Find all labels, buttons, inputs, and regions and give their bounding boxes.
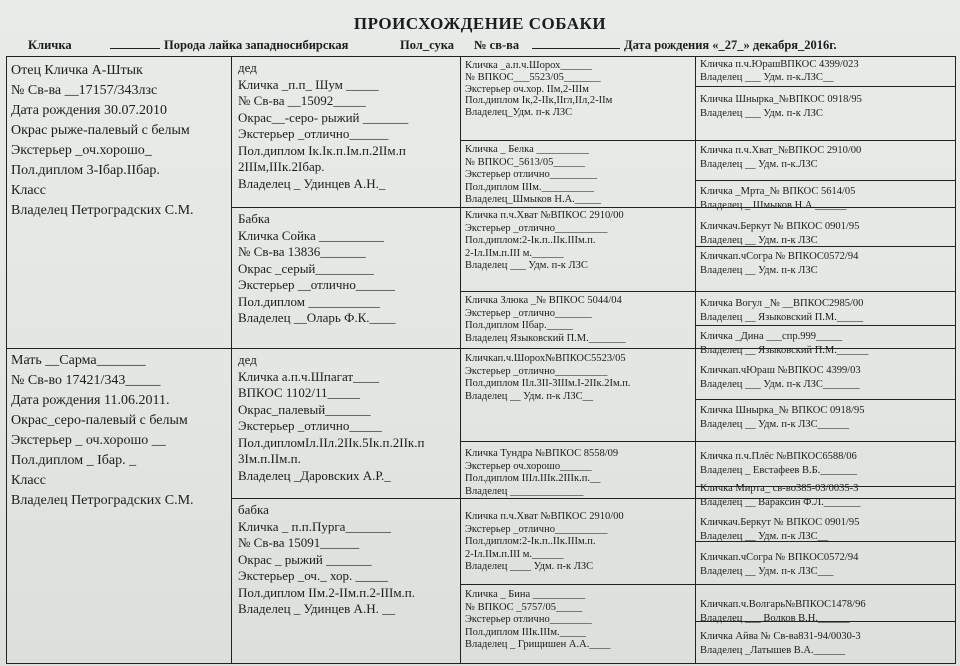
gen3-line: Владелец ___ Удм. п-к ЛЗС [465, 260, 588, 272]
gen3-line: Экстерьер _отлично__________ [465, 365, 608, 377]
column-divider [231, 57, 232, 663]
gen4-line: Кличка Айва № Св-ва831-94/0030-3 [700, 631, 861, 642]
mm-line: № Св-ва 15091______ [238, 535, 360, 550]
gen4-line: Кличкап.чСогра № ВПКОС0572/94 [700, 251, 859, 262]
mother-line: № Св-во 17421/343_____ [11, 373, 161, 388]
gen3-line: Пол.диплом IIIл.IIIк.2IIIк.п.__ [465, 473, 601, 485]
mm-line: Владелец _ Удинцев А.Н. __ [238, 601, 396, 616]
father-line: Пол.диплом 3-Iбар.IIбар. [11, 163, 160, 178]
gen4-line: Кличка п.ч.Хват_№ВПКОС 2910/00 [700, 145, 862, 156]
father-line: Отец Кличка А-Штык [11, 63, 143, 78]
mother-line: Дата рождения 11.06.2011. [11, 393, 170, 408]
column-divider [695, 57, 696, 663]
gen3-line: № ВПКОС___5523/05_______ [465, 71, 601, 83]
gen3-line: Кличка п.ч.Хват №ВПКОС 2910/00 [465, 210, 624, 221]
gen4-line: Кличкач.Беркут № ВПКОС 0901/95 [700, 517, 860, 528]
gen4-line: Владелец __ Вараксин Ф.Л._______ [700, 497, 861, 508]
gen4-line: Владелец __ Удм. п-к ЛЗС___ [700, 566, 834, 577]
gen4-line: Кличка Мирта_ св-во385-03/0035-3 [700, 483, 859, 494]
fm-line: Окрас _серый_________ [238, 260, 374, 276]
gen3-line: Экстерьер _отлично__________ [465, 523, 608, 535]
gen4-line: Владелец __ Языковский П.М._____ [700, 312, 864, 323]
gen4-cell-14 [700, 551, 954, 587]
gen4-cell-11 [700, 450, 954, 485]
gen3-line: Владелец __ Удм. п-к ЛЗС__ [465, 390, 594, 402]
gen4-cell-2 [700, 93, 954, 143]
gen3-cell-2 [465, 144, 693, 206]
gen4-cell-13 [700, 516, 954, 553]
gen3-line: Владелец ______________ [465, 485, 584, 497]
mother-line: Экстерьер _ оч.хорошо __ [11, 433, 166, 448]
ff-line: дед [238, 60, 257, 75]
gen4-line: Владелец __ Языковский П.М.______ [700, 345, 869, 356]
mm-line: бабка [238, 502, 269, 517]
header-cert: № св-ва [474, 38, 520, 52]
mf-line: Кличка а.п.ч.Шпагат____ [238, 368, 380, 384]
gen3-line: № ВПКОС _5757/05_____ [465, 601, 583, 613]
gen4-line: Кличка п.ч.Плёс №ВПКОС6588/06 [700, 451, 857, 462]
gen4-cell-1 [700, 59, 954, 85]
gen4-line: Владелец __ Удм. п-к ЛЗС__ [700, 531, 829, 542]
gen4-cell-9 [700, 364, 954, 398]
mf-line: Экстерьер _отлично_____ [238, 418, 382, 433]
mf-line: 3Iм.п.IIм.п. [238, 451, 301, 466]
gen3-line: Пол.диплом IIIк.IIIм._____ [465, 626, 586, 638]
gen4-cell-5 [700, 220, 954, 245]
gen3-line: Пол.диплом:2-Iк.п..IIк.IIIм.п. [465, 235, 596, 247]
gen4-line: Кличка _Мрта_№ ВПКОС 5614/05 [700, 186, 856, 197]
mf-line: Владелец _Даровских А.Р._ [238, 467, 391, 483]
gen3-cell-3 [465, 210, 693, 290]
gen4-cell-15 [700, 598, 954, 634]
gen4-line: Владелец ___ Удм. п-к ЛЗС [700, 108, 823, 119]
ff-line: Кличка _п.п_ Шум _____ [238, 76, 379, 92]
document-title: ПРОИСХОЖДЕНИЕ СОБАКИ [353, 14, 607, 33]
father-line: Дата рождения 30.07.2010 [11, 103, 167, 118]
gen3-line: 2-Iл.IIм.п.III м.______ [465, 247, 564, 259]
gen3-line: Экстерьер оч.хор. IIм,2-IIIм [465, 83, 589, 95]
gen3-cell-6 [465, 448, 693, 497]
gen3-line: Владелец Языковский П.М._______ [465, 332, 626, 344]
gen3-line: Экстерьер оч.хорошо______ [465, 460, 592, 472]
gen3-cell-8 [465, 589, 693, 662]
ff-line: Экстерьер _отлично______ [238, 126, 389, 141]
gen3-line: Экстерьер _отлично_______ [465, 307, 592, 319]
gen4-cell-8 [700, 330, 954, 360]
header-breed: Порода лайка западносибирская [164, 38, 349, 52]
gen4-line: Владелец __ Удм. п-к ЛЗС______ [700, 419, 850, 430]
gen4-cell-12 [700, 482, 954, 518]
mf-line: дед [238, 352, 257, 367]
row-divider [695, 86, 955, 87]
father-line: Окрас рыже-палевый с белым [11, 123, 190, 138]
gen3-line: Экстерьер отлично________ [465, 614, 592, 626]
gen4-line: Кличкач.Беркут № ВПКОС 0901/95 [700, 221, 860, 232]
row-divider [695, 246, 955, 247]
gen3-cell-7 [465, 511, 693, 583]
father-line: Владелец Петроградских С.М. [11, 203, 194, 218]
granddam-maternal-cell [238, 502, 458, 662]
gen4-line: Кличка Шнырка_№ ВПКОС 0918/95 [700, 405, 865, 416]
father-line: № Св-ва __17157/343лзс [11, 83, 158, 98]
gen4-line: Кличка п.ч.ЮрашВПКОС 4399/023 [700, 59, 859, 70]
mm-line: Экстерьер _оч._ хор. _____ [238, 568, 388, 583]
gen3-line: Владелец ____ Удм. п-к ЛЗС [465, 561, 594, 573]
header-name-label: Кличка [28, 38, 72, 52]
gen3-line: Владелец _ Грищишен А.А.____ [465, 639, 611, 651]
gen3-line: Кличка _ Бина __________ [465, 589, 586, 600]
gen3-line: Пол.диплом:2-Iк.п..IIк.IIIм.п. [465, 536, 596, 548]
grandsire-maternal-cell [238, 352, 458, 496]
gen3-line: № ВПКОС_5613/05______ [465, 156, 585, 168]
father-cell [11, 61, 229, 345]
gen4-line: Кличкап.чСогра № ВПКОС0572/94 [700, 552, 859, 563]
gen4-line: Владелец _ Шмыков Н.А.______ [700, 200, 847, 211]
mother-line: Пол.диплом _ Iбар. _ [11, 453, 137, 468]
mother-cell [11, 351, 229, 661]
gen4-line: Кличка Шнырка_№ВПКОС 0918/95 [700, 94, 862, 105]
mm-line: Пол.диплом IIм.2-IIм.п.2-IIIм.п. [238, 584, 416, 600]
gen4-cell-7 [700, 297, 954, 333]
pedigree-table [6, 56, 956, 664]
gen3-line: Кличка _ Белка __________ [465, 144, 589, 155]
row-divider [695, 180, 955, 181]
gen4-line: Владелец ___ Удм. п-к ЛЗС_______ [700, 379, 860, 390]
header-cert-blank [532, 38, 620, 53]
gen4-line: Владелец ___ Удм. п-к.ЛЗС__ [700, 71, 834, 83]
gen4-cell-10 [700, 404, 954, 440]
gen4-cell-6 [700, 250, 954, 284]
ff-line: № Св-ва __15092_____ [238, 93, 366, 108]
gen3-cell-5 [465, 353, 693, 440]
mother-line: Окрас_серо-палевый с белым [11, 413, 188, 428]
fm-line: Кличка Сойка __________ [238, 227, 385, 243]
ff-line: Пол.диплом Iк.Iк.п.Iм.п.2IIм.п [238, 142, 406, 158]
gen3-line: Кличкап.ч.Шорох№ВПКОС5523/05 [465, 353, 626, 364]
gen4-line: Владелец _Латышев В.А.______ [700, 645, 846, 656]
gen3-line: Кличка Злюка _№ ВПКОС 5044/04 [465, 295, 622, 306]
mother-line: Класс [11, 473, 46, 488]
gen4-cell-16 [700, 630, 954, 662]
fm-line: Пол.диплом ___________ [238, 293, 380, 309]
fm-line: № Св-ва 13836_______ [238, 244, 366, 259]
gen3-line: 2-Iл.IIм.п.III м.______ [465, 548, 564, 560]
gen3-line: Экстерьер отлично_________ [465, 169, 597, 181]
gen4-cell-3 [700, 144, 954, 179]
gen4-line: Кличка _Дина ___спр.999_____ [700, 331, 843, 342]
gen3-line: Пол.диплом Iк,2-IIк,IIгл,IIл,2-IIм [465, 95, 613, 107]
row-divider [695, 399, 955, 400]
gen4-line: Владелец _ Евстафеев В.Б._______ [700, 465, 858, 476]
gen4-line: Владелец __ Удм. п-к ЛЗС [700, 265, 818, 276]
gen4-line: Кличка Вогул _№ __ВПКОС2985/00 [700, 298, 864, 309]
mm-line: Окрас _ рыжий _______ [238, 551, 372, 567]
gen3-line: Кличка п.ч.Хват №ВПКОС 2910/00 [465, 511, 624, 522]
fm-line: Экстерьер __отлично______ [238, 277, 395, 292]
gen4-line: Владелец __ Удм. п-к ЛЗС [700, 235, 818, 245]
gen4-line: Кличкап.чЮраш №ВПКОС 4399/03 [700, 365, 861, 376]
row-divider [460, 291, 955, 292]
gen3-line: Владелец_Удм. п-к ЛЗС [465, 107, 573, 119]
gen4-line: Владелец ___ Волков В.Н.______ [700, 613, 850, 624]
ff-line: Окрас__-серо- рыжий _______ [238, 109, 409, 125]
gen4-line: Владелец __ Удм. п-к.ЛЗС [700, 159, 818, 170]
gen3-line: Пол.диплом IIIм.__________ [465, 181, 594, 193]
mf-line: ВПКОС 1102/11_____ [238, 385, 361, 400]
fm-line: Владелец __Оларь Ф.К.____ [238, 310, 396, 325]
mf-line: Пол.дипломIл.IIл.2IIк.5Iк.п.2IIк.п [238, 434, 425, 450]
gen3-cell-1 [465, 60, 693, 139]
gen3-cell-4 [465, 295, 693, 347]
gen3-line: Экстерьер _отлично__________ [465, 222, 608, 234]
row-divider [460, 441, 955, 442]
gen3-line: Кличка _а.п.ч.Шорох______ [465, 60, 592, 71]
mother-line: Мать __Сарма_______ [11, 353, 146, 368]
column-divider [460, 57, 461, 663]
father-line: Класс [11, 183, 46, 198]
header-dob: Дата рождения «_27_» декабря_2016г. [624, 38, 837, 52]
grandsire-paternal-cell [238, 60, 458, 205]
header-name-blank [110, 38, 160, 53]
father-line: Экстерьер _оч.хорошо_ [11, 143, 152, 158]
gen3-line: Кличка Тундра №ВПКОС 8558/09 [465, 448, 619, 459]
gen3-line: Пол.диплом IIл.3II-3IIIм.I-2IIк.2Iм.п. [465, 378, 631, 390]
gen3-line: Владелец_Шмыков Н.А._____ [465, 194, 602, 206]
ff-line: Владелец _ Удинцев А.Н._ [238, 175, 386, 191]
mf-line: Окрас_палевый_______ [238, 401, 371, 417]
fm-line: Бабка [238, 211, 270, 226]
gen3-line: Пол.диплом IIбар._____ [465, 320, 573, 332]
mm-line: Кличка _ п.п.Пурга_______ [238, 518, 391, 534]
header-sex: Пол_сука [400, 38, 454, 52]
mother-line: Владелец Петроградских С.М. [11, 493, 194, 508]
granddam-paternal-cell [238, 211, 458, 346]
ff-line: 2IIIм,IIIк.2Iбар. [238, 159, 325, 174]
gen4-line: Кличкап.ч.Волгарь№ВПКОС1478/96 [700, 599, 866, 610]
